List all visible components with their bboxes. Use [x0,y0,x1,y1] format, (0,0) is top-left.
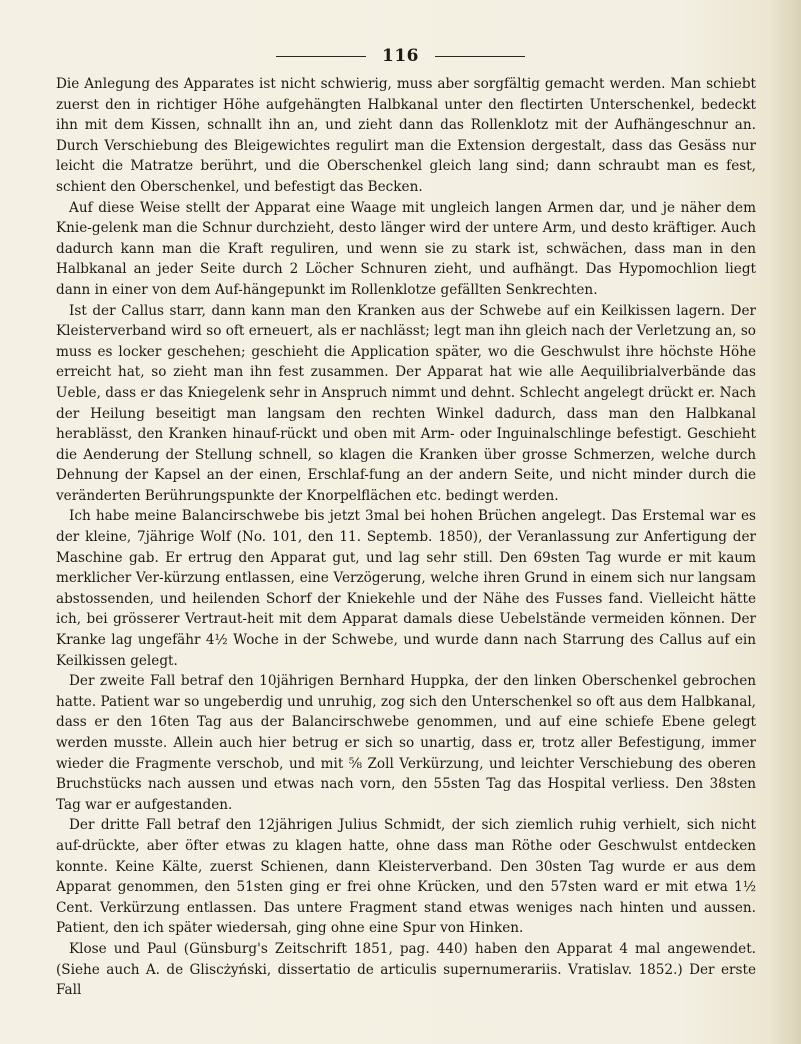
page-number: 116 [382,46,419,66]
paragraph-4: Ich habe meine Balancirschwebe bis jetzt 3mal bei hohen Brüchen angelegt. Das Erstemal war es der kleine, 7jährige Wolf (No. 101, den 11. Septemb. 1850), der Veranlassung zur Anfertigung der Maschine gab. Er ertrug den Apparat gut, und lag sehr still. Den 69sten Tag wurde er mit kaum merklicher Ver-kürzung entlassen, eine Verzögerung, welche ihren Grund in einem sich nur langsam abstossenden, und heilenden Schorf der Kniekehle und der Nähe des Fusses fand. Vielleicht hätte ich, bei grösserer Vertraut-heit mit dem Apparat damals diese Uebelstände vermeiden können. Der Kranke lag ungefähr 4½ Woche in der Schwebe, und wurde dann nach Starrung des Callus auf ein Keilkissen gelegt. [56,508,756,669]
paragraph-7: Klose und Paul (Günsburg's Zeitschrift 1851, pag. 440) haben den Apparat 4 mal angewendet. (Siehe auch A. de Gliscżyński, dissertatio de articulis supernumerariis. Vratislav. 1852.) Der erste Fall [56,940,756,999]
header-rule-left [276,56,366,57]
paragraph-5: Der zweite Fall betraf den 10jährigen Bernhard Huppka, der den linken Oberschenkel gebrochen hatte. Patient war so ungeberdig und unruhig, zog sich den Unterschenkel so oft aus dem Halbkanal, dass er den 16ten Tag aus der Balancirschwebe genommen, und auf eine schiefe Ebene gelegt werden musste. Allein auch hier betrug er sich so unartig, dass er, trotz aller Befestigung, immer wieder die Fragmente verschob, und mit ⅝ Zoll Verkürzung, und leichter Verschiebung des oberen Bruchstücks nach aussen und etwas nach vorn, den 55sten Tag das Hospital verliess. Den 38sten Tag war er aufgestanden. [56,673,756,813]
header-rule-right [435,56,525,57]
paragraph-1: Die Anlegung des Apparates ist nicht schwierig, muss aber sorgfältig gemacht werden. Man schiebt zuerst den in richtiger Höhe aufgehängten Halbkanal unter den flectirten Unterschenkel, bedeckt ihn mit dem Kissen, schnallt ihn an, und zieht dann das Rollenklotz mit der Aufhängeschnur an. Durch Verschiebung des Bleigewichtes regulirt man die Extension dergestalt, dass das Gesäss nur leicht die Matratze berührt, und die Oberschenkel gleich lang sind; dann schraubt man es fest, schient den Oberschenkel, und befestigt das Becken. [56,76,756,195]
paragraph-2: Auf diese Weise stellt der Apparat eine Waage mit ungleich langen Armen dar, und je näher dem Knie-gelenk man die Schnur durchzieht, desto länger wird der untere Arm, und desto kräftiger. Auch dadurch kann man die Kraft reguliren, und wenn sie zu stark ist, schwächen, dass man in den Halbkanal an jeder Seite durch 2 Löcher Schnuren zieht, und aufhängt. Das Hypomochlion liegt dann in einer von dem Auf-hängepunkt im Rollenklotze gefällten Senkrechten. [56,199,756,298]
body-text [56,74,756,1001]
paragraph-3: Ist der Callus starr, dann kann man den Kranken aus der Schwebe auf ein Keilkissen lagern. Der Kleisterverband wird so oft erneuert, als er nachlässt; legt man ihn gleich nach der Verletzung an, so muss es locker geschehen; geschieht die Application später, wo die Geschwulst ihre höchste Höhe erreicht hat, so zieht man ihn fest zusammen. Der Apparat hat wie alle Aequilibrialverbände das Ueble, dass er das Kniegelenk sehr in Anspruch nimmt und dehnt. Schlecht angelegt drückt er. Nach der Heilung beseitigt man langsam den rechten Winkel dadurch, dass man den Halbkanal herablässt, den Kranken hinauf-rückt und oben mit Arm- oder Inguinalschlinge befestigt. Geschieht die Aenderung der Stellung schnell, so klagen die Kranken über grosse Schmerzen, welche durch Dehnung der Kapsel an der einen, Erschlaf-fung an der andern Seite, und nicht minder durch die veränderten Berührungspunkte der Knorpelflächen etc. bedingt werden. [56,302,756,504]
page-header [0,46,801,66]
paragraph-6: Der dritte Fall betraf den 12jährigen Julius Schmidt, der sich ziemlich ruhig verhielt, sich nicht auf-drückte, aber öfter etwas zu klagen hatte, ohne dass man Röthe oder Geschwulst entdecken konnte. Keine Kälte, zuerst Schienen, dann Kleisterverband. Den 30sten Tag wurde er aus dem Apparat genommen, den 51sten ging er frei ohne Krücken, und den 57sten ward er mit etwa 1½ Cent. Verkürzung entlassen. Das untere Fragment stand etwas weniges nach hinten und aussen. Patient, den ich später wiedersah, ging ohne eine Spur von Hinken. [56,817,756,937]
